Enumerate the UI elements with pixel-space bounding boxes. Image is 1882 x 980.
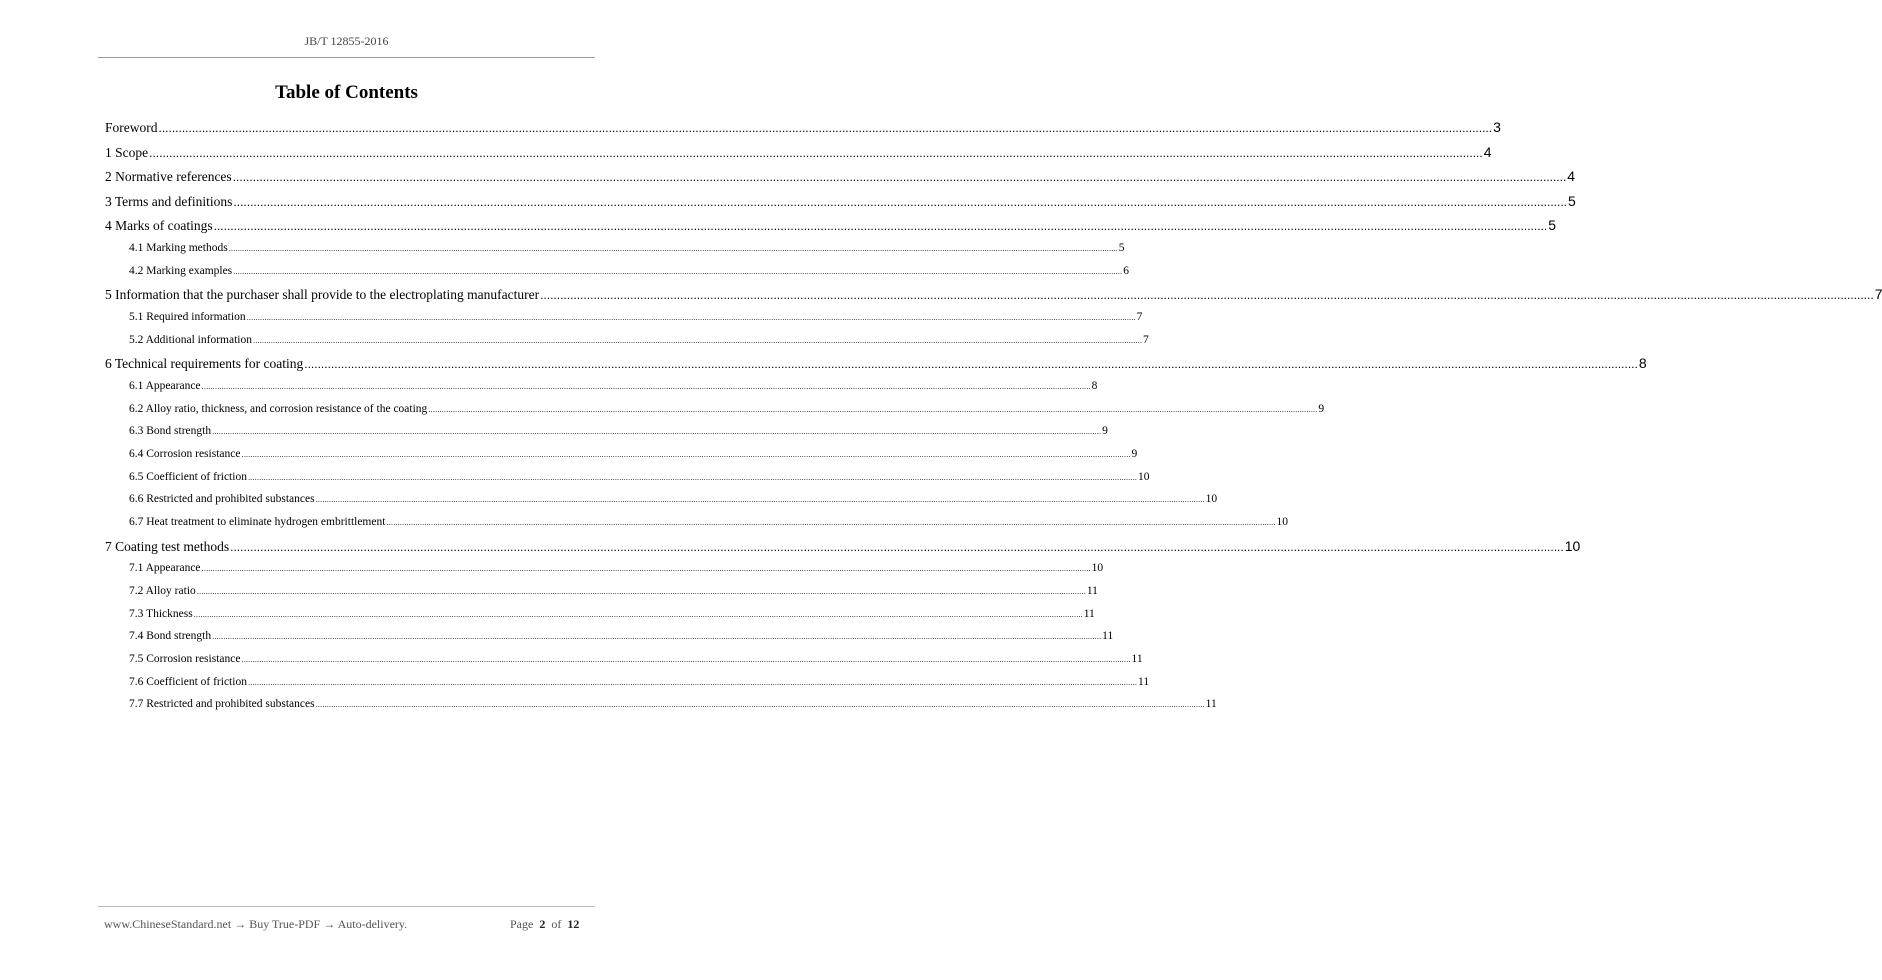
toc-page-number: 11 [1086, 585, 1098, 597]
toc-entry-label: 7.7 Restricted and prohibited substances [129, 698, 315, 711]
footer-link-line [104, 917, 407, 932]
dot-leader: ................................................................................................................................................................................................................................................................................................................................................................................................................ [193, 609, 1083, 619]
buy-pdf-link[interactable]: Buy True-PDF [249, 917, 321, 931]
dot-leader: ................................................................................................................................................................................................................................................................................................................................................................................................................ [252, 335, 1143, 345]
dot-leader: ................................................................................................................................................................................................................................................................................................................................................................................................................ [241, 449, 1131, 459]
toc-entry-label: 6 Technical requirements for coating [105, 356, 304, 372]
dot-leader: ................................................................................................................................................................................................................................................................................................................................................................................................................ [246, 312, 1136, 322]
toc-page-number: 10 [1205, 493, 1218, 506]
toc-page-number: 8 [1638, 355, 1647, 372]
toc-page-number: 9 [1102, 425, 1108, 438]
toc-subentry[interactable] [105, 422, 1108, 445]
page-prefix: Page [510, 917, 534, 931]
toc-subentry[interactable] [105, 239, 1125, 262]
toc-entry[interactable] [105, 166, 1576, 191]
arrow-icon: → [323, 917, 336, 931]
toc-page-number: 11 [1205, 698, 1217, 711]
toc-entry-label: 4.2 Marking examples [129, 264, 233, 277]
dot-leader: ................................................................................................................................................................................................................................................................................................................................................................................................................ [428, 404, 1318, 414]
toc-subentry[interactable] [105, 627, 1114, 650]
toc-page-number: 10 [1091, 562, 1104, 575]
toc-entry-label: Foreword [105, 120, 158, 135]
toc-entry[interactable] [105, 536, 1581, 561]
dot-leader: ................................................................................................................................................................................................................................................................................................................................................................................................................ [540, 288, 1874, 303]
toc-entry-label: 5.1 Required information [129, 310, 246, 323]
dot-leader: ................................................................................................................................................................................................................................................................................................................................................................................................................ [386, 518, 1276, 528]
toc-entry-label: 4.1 Marking methods [129, 241, 228, 254]
dot-leader: ................................................................................................................................................................................................................................................................................................................................................................................................................ [212, 632, 1102, 642]
header-divider [98, 57, 595, 58]
toc-entry-label: 6.4 Corrosion resistance [129, 447, 241, 460]
table-of-contents [105, 117, 1882, 718]
toc-entry[interactable] [105, 353, 1647, 378]
toc-page-number: 11 [1131, 653, 1143, 666]
toc-subentry[interactable] [105, 331, 1149, 354]
toc-page-number: 9 [1318, 402, 1325, 415]
toc-subentry[interactable] [105, 650, 1143, 673]
arrow-icon: → [234, 917, 247, 931]
toc-entry-label: 7.6 Coefficient of friction [129, 675, 247, 688]
toc-entry-label: 1 Scope [105, 144, 149, 160]
dot-leader: ................................................................................................................................................................................................................................................................................................................................................................................................................ [233, 266, 1123, 276]
toc-subentry[interactable] [105, 673, 1150, 696]
toc-page-number: 4 [1483, 143, 1492, 160]
toc-subentry[interactable] [105, 490, 1218, 513]
dot-leader: ................................................................................................................................................................................................................................................................................................................................................................................................................ [212, 427, 1102, 437]
toc-subentry[interactable] [105, 308, 1143, 331]
toc-page-number: 5 [1118, 241, 1125, 254]
toc-subentry[interactable] [105, 262, 1129, 285]
current-page-number: 2 [539, 917, 546, 931]
toc-page-number: 7 [1143, 333, 1149, 346]
toc-page-number: 10 [1564, 537, 1581, 554]
toc-entry-label: 6.5 Coefficient of friction [129, 470, 247, 483]
toc-subentry[interactable] [105, 445, 1138, 468]
page-title: Table of Contents [275, 82, 418, 103]
toc-entry-label: 7.5 Corrosion resistance [129, 653, 241, 666]
toc-entry-label: 6.6 Restricted and prohibited substances [129, 493, 315, 506]
toc-subentry[interactable] [105, 400, 1325, 423]
toc-entry-label: 7.1 Appearance [129, 562, 201, 575]
toc-page-number: 5 [1568, 192, 1576, 209]
toc-entry-label: 4 Marks of coatings [105, 218, 213, 234]
toc-subentry[interactable] [105, 513, 1288, 536]
toc-subentry[interactable] [105, 559, 1104, 582]
dot-leader: ................................................................................................................................................................................................................................................................................................................................................................................................................ [230, 539, 1564, 554]
toc-entry-label: 2 Normative references [105, 169, 232, 185]
footer-divider [98, 906, 595, 907]
toc-entry-label: 7.2 Alloy ratio [129, 585, 196, 597]
dot-leader: ................................................................................................................................................................................................................................................................................................................................................................................................................ [228, 243, 1118, 253]
dot-leader: ................................................................................................................................................................................................................................................................................................................................................................................................................ [201, 564, 1091, 574]
toc-page-number: 3 [1493, 119, 1501, 135]
toc-entry-label: 7.3 Thickness [129, 607, 193, 620]
toc-entry[interactable] [105, 191, 1576, 216]
toc-page-number: 4 [1567, 168, 1576, 185]
toc-entry-label: 5 Information that the purchaser shall provide to the electroplating manufacturer [105, 287, 540, 303]
toc-entry[interactable] [105, 284, 1882, 309]
dot-leader: ................................................................................................................................................................................................................................................................................................................................................................................................................ [233, 194, 1568, 209]
toc-subentry[interactable] [105, 695, 1217, 718]
auto-delivery-text: Auto-delivery. [337, 917, 408, 931]
dot-leader: ................................................................................................................................................................................................................................................................................................................................................................................................................ [213, 219, 1548, 234]
toc-entry-label: 6.1 Appearance [129, 379, 201, 392]
dot-leader: ................................................................................................................................................................................................................................................................................................................................................................................................................ [315, 495, 1205, 505]
toc-page-number: 10 [1138, 470, 1150, 483]
document-code-header: JB/T 12855-2016 [304, 34, 389, 48]
toc-page-number: 8 [1091, 379, 1098, 392]
toc-entry[interactable] [105, 117, 1501, 142]
toc-entry-label: 3 Terms and definitions [105, 193, 233, 209]
toc-entry-label: 7 Coating test methods [105, 538, 230, 554]
dot-leader: ................................................................................................................................................................................................................................................................................................................................................................................................................ [247, 677, 1138, 687]
dot-leader: ................................................................................................................................................................................................................................................................................................................................................................................................................ [149, 145, 1483, 160]
toc-page-number: 9 [1131, 447, 1138, 460]
dot-leader: ................................................................................................................................................................................................................................................................................................................................................................................................................ [304, 357, 1638, 372]
toc-page-number: 10 [1276, 516, 1288, 529]
toc-page-number: 7 [1136, 310, 1143, 323]
toc-entry-label: 6.3 Bond strength [129, 425, 212, 438]
toc-entry-label: 5.2 Additional information [129, 333, 252, 346]
toc-entry[interactable] [105, 142, 1492, 167]
toc-subentry[interactable] [105, 605, 1095, 628]
dot-leader: ................................................................................................................................................................................................................................................................................................................................................................................................................ [232, 170, 1567, 185]
toc-entry-label: 7.4 Bond strength [129, 630, 212, 643]
toc-subentry[interactable] [105, 582, 1098, 605]
page-of: of [551, 917, 562, 931]
toc-page-number: 5 [1548, 217, 1556, 234]
toc-page-number: 7 [1874, 286, 1882, 303]
site-link[interactable]: www.ChineseStandard.net [104, 917, 232, 931]
toc-entry-label: 6.7 Heat treatment to eliminate hydrogen embrittlement [129, 516, 386, 529]
page-indicator [510, 917, 579, 932]
toc-entry-label: 6.2 Alloy ratio, thickness, and corrosion resistance of the coating [129, 402, 428, 415]
toc-entry[interactable] [105, 215, 1556, 240]
toc-page-number: 11 [1138, 675, 1150, 688]
dot-leader: ................................................................................................................................................................................................................................................................................................................................................................................................................ [315, 700, 1205, 710]
dot-leader: ................................................................................................................................................................................................................................................................................................................................................................................................................ [241, 655, 1131, 665]
dot-leader: ................................................................................................................................................................................................................................................................................................................................................................................................................ [158, 121, 1493, 135]
toc-page-number: 6 [1123, 264, 1129, 277]
toc-subentry[interactable] [105, 468, 1150, 491]
toc-page-number: 11 [1083, 607, 1095, 620]
toc-page-number: 11 [1102, 630, 1114, 643]
dot-leader: ................................................................................................................................................................................................................................................................................................................................................................................................................ [196, 587, 1086, 596]
total-page-number: 12 [567, 917, 580, 931]
dot-leader: ................................................................................................................................................................................................................................................................................................................................................................................................................ [247, 472, 1138, 482]
toc-subentry[interactable] [105, 377, 1098, 400]
dot-leader: ................................................................................................................................................................................................................................................................................................................................................................................................................ [201, 381, 1091, 391]
